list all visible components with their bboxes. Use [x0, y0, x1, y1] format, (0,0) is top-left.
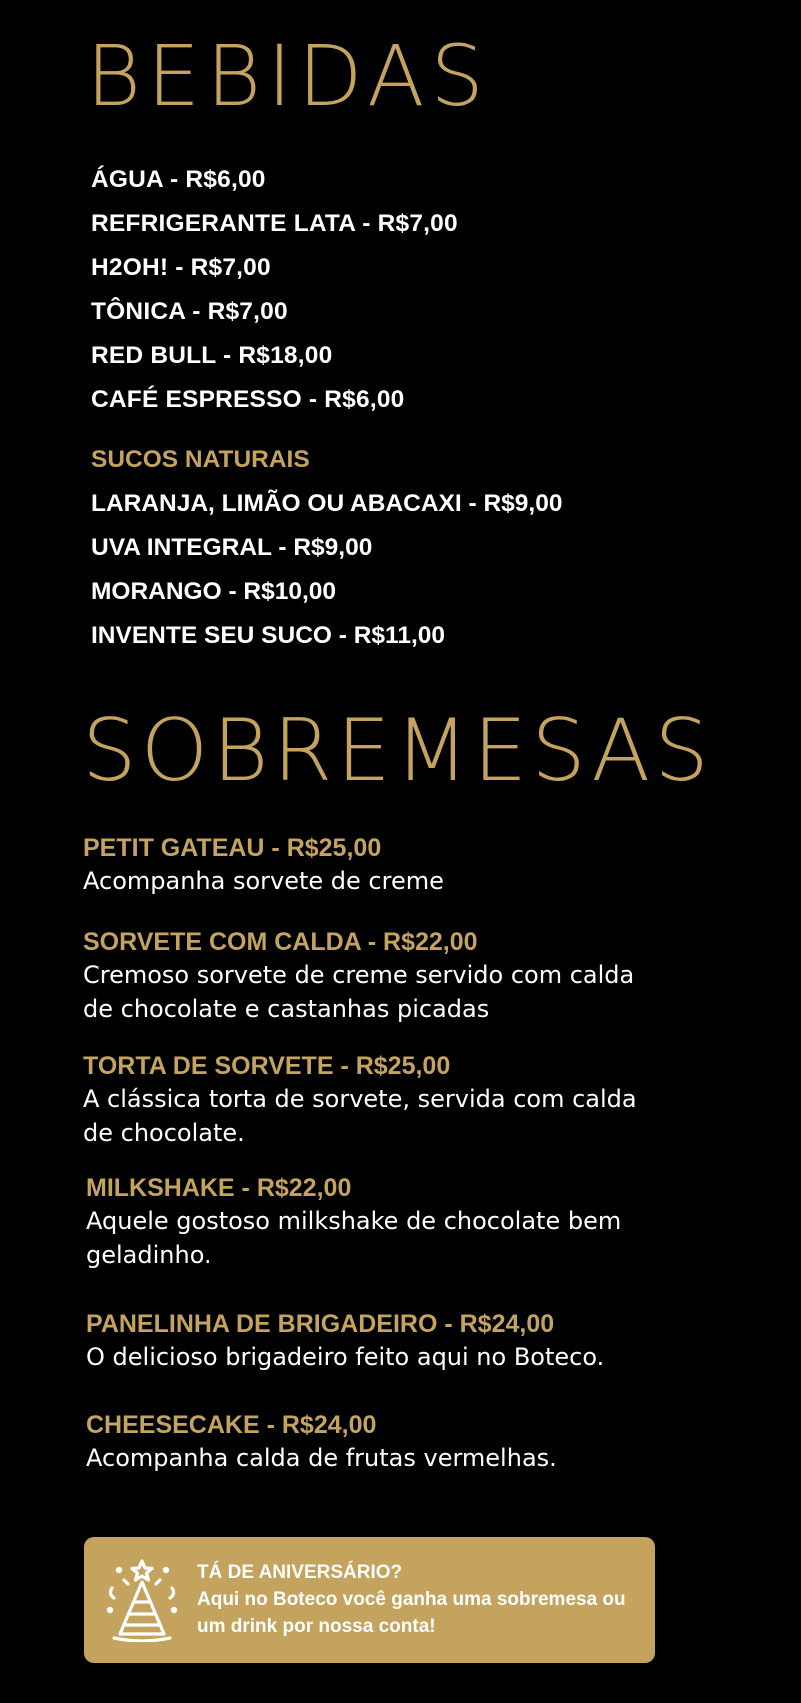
suco-item: INVENTE SEU SUCO - R$11,00 — [91, 622, 446, 649]
dessert-item — [83, 926, 643, 1026]
suco-item: UVA INTEGRAL - R$9,00 — [91, 534, 373, 561]
birthday-promo-title: TÁ DE ANIVERSÁRIO? — [197, 1562, 403, 1583]
dessert-description: Aquele gostoso milkshake de chocolate bem geladinho. — [86, 1207, 622, 1269]
birthday-promo-body: Aqui no Boteco você ganha uma sobremesa ou um drink por nossa conta! — [197, 1589, 626, 1637]
dessert-name: CHEESECAKE - R$24,00 — [86, 1411, 377, 1439]
dessert-item — [83, 1050, 643, 1150]
dessert-description: Cremoso sorvete de creme servido com calda de chocolate e castanhas picadas — [83, 961, 635, 1023]
section-title-bebidas: BEBIDAS — [86, 27, 490, 125]
sucos-list — [91, 482, 562, 658]
drink-item: REFRIGERANTE LATA - R$7,00 — [91, 210, 458, 237]
dessert-item — [86, 1308, 766, 1374]
drink-item: CAFÉ ESPRESSO - R$6,00 — [91, 386, 405, 413]
dessert-name: MILKSHAKE - R$22,00 — [86, 1174, 352, 1202]
dessert-description: Acompanha calda de frutas vermelhas. — [86, 1444, 557, 1472]
dessert-item — [83, 832, 723, 898]
dessert-name: PANELINHA DE BRIGADEIRO - R$24,00 — [86, 1310, 555, 1338]
drink-item: TÔNICA - R$7,00 — [91, 298, 288, 325]
birthday-promo-text — [197, 1559, 647, 1640]
dessert-description: O delicioso brigadeiro feito aqui no Boteco. — [86, 1343, 605, 1371]
dessert-description: Acompanha sorvete de creme — [83, 867, 444, 895]
suco-item: MORANGO - R$10,00 — [91, 578, 337, 605]
birthday-promo-card — [84, 1537, 655, 1663]
section-title-sobremesas: SOBREMESAS — [82, 701, 713, 801]
drink-item: RED BULL - R$18,00 — [91, 342, 333, 369]
dessert-item — [86, 1409, 766, 1475]
dessert-description: A clássica torta de sorvete, servida com calda de chocolate. — [83, 1085, 637, 1147]
suco-item: LARANJA, LIMÃO OU ABACAXI - R$9,00 — [91, 490, 563, 517]
drink-item: H2OH! - R$7,00 — [91, 254, 271, 281]
dessert-item — [86, 1172, 726, 1272]
dessert-name: TORTA DE SORVETE - R$25,00 — [83, 1052, 451, 1080]
dessert-name: SORVETE COM CALDA - R$22,00 — [83, 928, 478, 956]
drink-item: ÁGUA - R$6,00 — [91, 166, 266, 193]
dessert-name: PETIT GATEAU - R$25,00 — [83, 834, 382, 862]
sucos-heading: SUCOS NATURAIS — [91, 446, 310, 473]
party-hat-icon — [104, 1558, 180, 1642]
drinks-list — [91, 158, 458, 422]
